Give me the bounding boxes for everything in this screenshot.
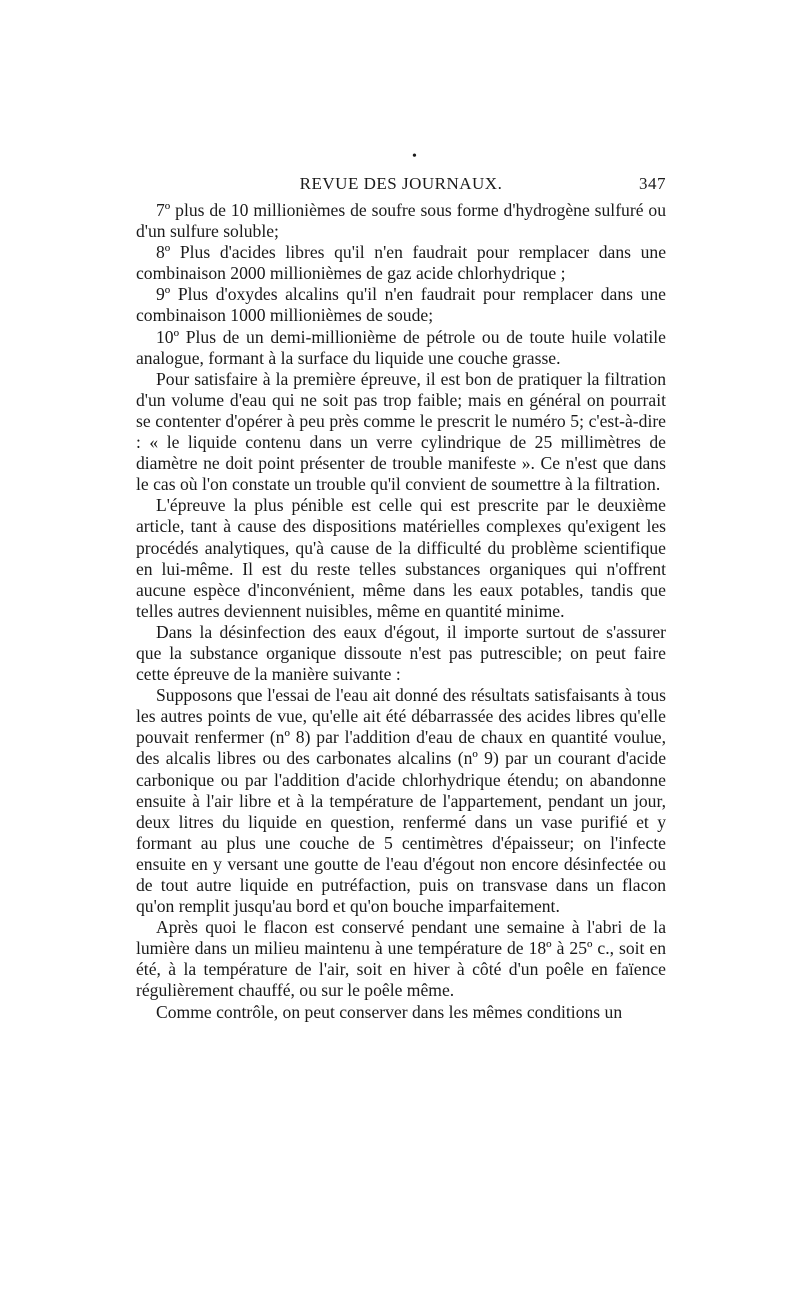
page-header — [136, 172, 666, 200]
paragraph-apres: Après quoi le flacon est conservé pendant une semaine à l'abri de la lumière dans un milieu maintenu à une température de 18º à 25º c., soit en été, à la température de l'air, soit en hiver à côté d'un poêle en faïence régulièrement chauffé, ou sur le poêle même. — [136, 917, 666, 1001]
ornament-dot: • — [412, 149, 417, 164]
paragraph-item-7: 7º plus de 10 millionièmes de soufre sous forme d'hydrogène sulfuré ou d'un sulfure soluble; — [136, 200, 666, 242]
paragraph-supposons: Supposons que l'essai de l'eau ait donné des résultats satisfaisants à tous les autres points de vue, qu'elle ait été débarrassée des acides libres qu'elle pouvait renfermer (nº 8) par l'addition d'eau de chaux en quantité voulue, des alcalis libres ou des carbonates alcalins (nº 9) par un courant d'acide carbonique ou par l'addition d'acide chlorhydrique étendu; on abandonne ensuite à l'air libre et à la température de l'appartement, pendant un jour, deux litres du liquide en question, renfermé dans un vase purifié et y formant au plus une couche de 5 centimètres d'épaisseur; on l'infecte ensuite en y versant une goutte de l'eau d'égout non encore désinfectée ou de tout autre liquide en putréfaction, puis on transvase dans un flacon qu'on remplit jusqu'au bord et qu'on bouche imparfaitement. — [136, 685, 666, 917]
paragraph-item-9: 9º Plus d'oxydes alcalins qu'il n'en faudrait pour remplacer dans une combinaison 1000 millionièmes de soude; — [136, 284, 666, 326]
paragraph-controle: Comme contrôle, on peut conserver dans les mêmes conditions un — [156, 1001, 623, 1022]
page-number: 347 — [639, 174, 666, 193]
running-head: REVUE DES JOURNAUX. — [299, 174, 503, 193]
page — [136, 150, 666, 1023]
paragraph-desinfection: Dans la désinfection des eaux d'égout, il importe surtout de s'assurer que la substance organique dissoute n'est pas putrescible; on peut faire cette épreuve de la manière suivante : — [136, 621, 666, 685]
paragraph-filtration: Pour satisfaire à la première épreuve, il est bon de pratiquer la filtration d'un volume d'eau qui ne soit pas trop faible; mais en général on pourrait se contenter d'opérer à peu près comme le prescrit le numéro 5; c'est-à-dire : « le liquide contenu dans un verre cylindrique de 25 millimètres de diamètre ne doit point présenter de trouble manifeste ». Ce n'est que dans le cas où l'on constate un trouble qu'il convient de soumettre à la filtration. — [136, 368, 666, 495]
paragraph-epreuve: L'épreuve la plus pénible est celle qui est prescrite par le deuxième article, tant à cause des dispositions matérielles complexes qu'exigent les procédés analytiques, qu'à cause de la difficulté du problème scientifique en lui-même. Il est du reste telles substances organiques qui n'offrent aucune espèce d'inconvénient, même dans les eaux potables, tandis que telles autres deviennent nuisibles, même en quantité minime. — [136, 495, 666, 621]
body-text — [136, 200, 666, 1023]
paragraph-item-8: 8º Plus d'acides libres qu'il n'en faudrait pour remplacer dans une combinaison 2000 millionièmes de gaz acide chlorhydrique ; — [136, 242, 666, 284]
paragraph-item-10: 10º Plus de un demi-millionième de pétrole ou de toute huile volatile analogue, formant à la surface du liquide une couche grasse. — [136, 326, 666, 368]
